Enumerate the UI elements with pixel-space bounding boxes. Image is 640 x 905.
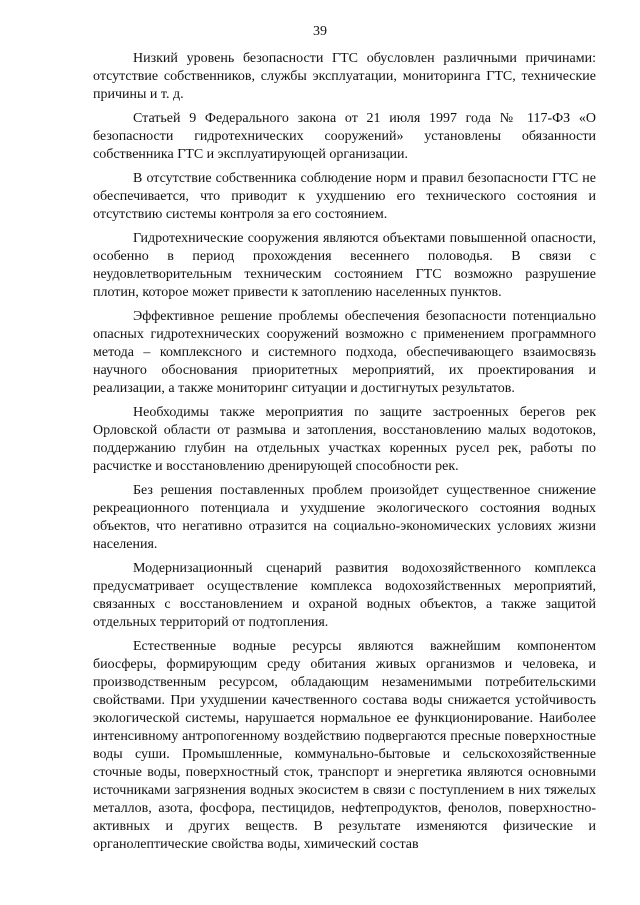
page-number: 39 — [313, 24, 327, 39]
paragraph-absent-owner: В отсутствие собственника соблюдение норм и правил безопасности ГТС не обеспечивается, что приводит к ухудшению его технического состояния и отсутствию системы контроля за его состоянием. — [93, 171, 596, 222]
paragraph-program-method: Эффективное решение проблемы обеспечения безопасности потенциально опасных гидротехнических сооружений возможно с применением программного метода – комплексного и системного подхода, обеспечивающего взаимосвязь научного обоснования приоритетных мероприятий, их проектирования и реализации, а также мониторинг ситуации и достигнутых результатов. — [93, 309, 596, 396]
paragraph-low-safety-level: Низкий уровень безопасности ГТС обусловлен различными причинами: отсутствие собственников, службы эксплуатации, мониторинга ГТС, технические причины и т. д. — [93, 51, 596, 102]
paragraph-hydraulic-structures-danger: Гидротехнические сооружения являются объектами повышенной опасности, особенно в период прохождения весеннего половодья. В связи с неудовлетворительным техническим состоянием ГТС возможно разрушение плотин, которое может привести к затоплению населенных пунктов. — [93, 231, 596, 300]
paragraph-recreational-potential: Без решения поставленных проблем произойдет существенное снижение рекреационного потенциала и ухудшение экологического состояния водных объектов, что негативно отразится на социально-экономических условиях жизни населения. — [93, 483, 596, 552]
body-text — [93, 50, 596, 854]
paragraph-natural-water-resources: Естественные водные ресурсы являются важнейшим компонентом биосферы, формирующим среду обитания живых организмов и человека, и производственным ресурсом, обладающим незаменимыми потребительскими свойствами. При ухудшении качественного состава воды снижается устойчивость экологической системы, нарушается нормальное ее функционирование. Наиболее интенсивному антропогенному воздействию подвергаются пресные поверхностные воды суши. Промышленные, коммунально-бытовые и сельскохозяйственные сточные воды, поверхностный сток, транспорт и энергетика являются основными источниками загрязнения водных экосистем в связи с поступлением в них тяжелых металлов, азота, фосфора, пестицидов, нефтепродуктов, фенолов, поверхностно-активных и других веществ. В результате изменяются физические и органолептические свойства воды, химический состав — [93, 639, 596, 852]
paragraph-modernization-scenario: Модернизационный сценарий развития водохозяйственного комплекса предусматривает осуществление комплекса водохозяйственных мероприятий, связанных с восстановлением и охраной водных объектов, а также защитой отдельных территорий от подтопления. — [93, 561, 596, 630]
paragraph-federal-law: Статьей 9 Федерального закона от 21 июля 1997 года № 117-ФЗ «О безопасности гидротехнических сооружений» установлены обязанности собственника ГТС и эксплуатирующей организации. — [93, 111, 596, 162]
paragraph-riverbank-protection: Необходимы также мероприятия по защите застроенных берегов рек Орловской области от размыва и затопления, восстановлению малых водотоков, поддержанию глубин на отдельных участках коренных русел рек, работы по расчистке и восстановлению дренирующей способности рек. — [93, 405, 596, 474]
